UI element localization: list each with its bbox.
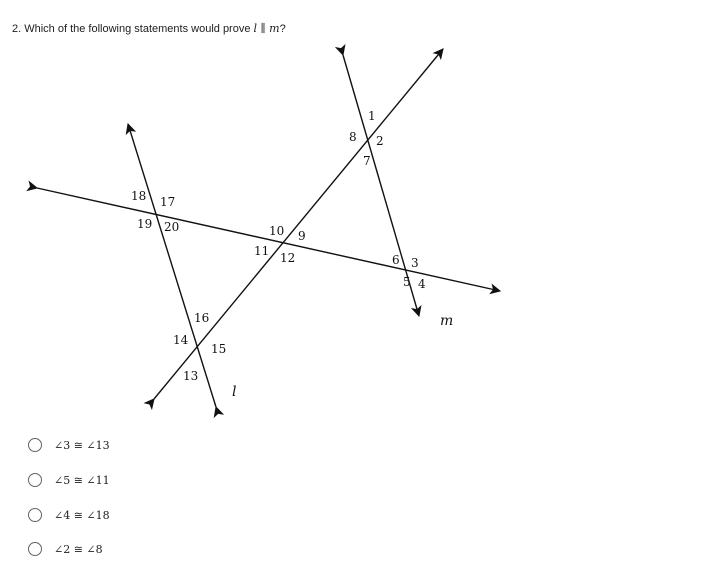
answer-option[interactable] — [28, 471, 110, 489]
question-prefix: 2. Which of the following statements would prove — [12, 23, 254, 35]
line-l-label: l — [232, 384, 237, 400]
option-label: ∠3 ≅ ∠13 — [54, 438, 110, 452]
radio-button[interactable] — [28, 542, 42, 556]
angle-label-13: 13 — [183, 369, 199, 383]
angle-label-16: 16 — [194, 311, 210, 325]
radio-button[interactable] — [28, 508, 42, 522]
angle-label-14: 14 — [173, 333, 189, 347]
angle-label-15: 15 — [211, 342, 227, 356]
radio-button[interactable] — [28, 473, 42, 487]
line-l — [128, 124, 216, 407]
parallel-symbol: ∥ — [257, 22, 270, 35]
line-m-label: m — [440, 313, 454, 329]
line-l-symbol: l — [253, 22, 258, 35]
angle-label-20: 20 — [164, 220, 180, 234]
angle-label-8: 8 — [349, 130, 357, 144]
angle-label-18: 18 — [131, 189, 147, 203]
question-suffix: ? — [279, 23, 286, 35]
line-m-symbol: m — [269, 22, 280, 35]
angle-label-9: 9 — [298, 229, 306, 243]
radio-button[interactable] — [28, 438, 42, 452]
option-label: ∠4 ≅ ∠18 — [54, 508, 110, 522]
line-m — [37, 188, 500, 291]
angle-label-5: 5 — [403, 275, 411, 289]
option-label: ∠5 ≅ ∠11 — [54, 473, 110, 487]
answer-option[interactable] — [28, 506, 110, 524]
angle-label-11: 11 — [254, 244, 270, 258]
angle-label-12: 12 — [280, 251, 296, 265]
answer-option[interactable] — [28, 540, 110, 558]
angle-label-10: 10 — [269, 224, 285, 238]
angle-label-4: 4 — [418, 277, 426, 291]
answer-option[interactable] — [28, 436, 110, 454]
angle-label-6: 6 — [392, 253, 400, 267]
angle-label-19: 19 — [137, 217, 153, 231]
angle-label-2: 2 — [376, 134, 384, 148]
angle-label-3: 3 — [411, 256, 419, 270]
angle-label-7: 7 — [363, 154, 371, 168]
option-label: ∠2 ≅ ∠8 — [54, 542, 103, 556]
answer-options — [28, 436, 110, 556]
angle-label-1: 1 — [368, 109, 376, 123]
angle-label-17: 17 — [160, 195, 176, 209]
